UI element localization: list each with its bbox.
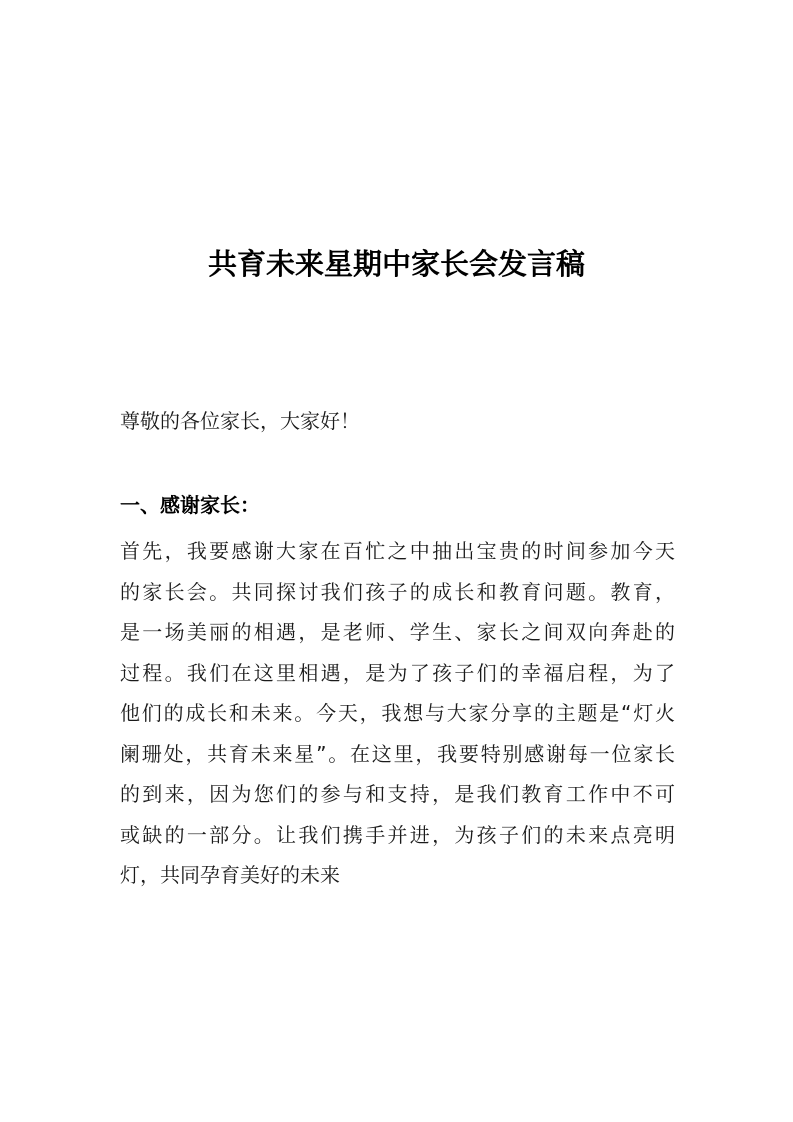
paragraph-line: 或缺的一部分。让我们携手并进，为孩子们的未来点亮明 [120,822,675,847]
document-title: 共育未来星期中家长会发言稿 [207,247,585,281]
paragraph-line: 他们的成长和未来。今天，我想与大家分享的主题是“灯火 [120,701,675,725]
greeting-text: 尊敬的各位家长，大家好！ [120,409,360,433]
paragraph-line: 是一场美丽的相遇，是老师、学生、家长之间双向奔赴的 [120,620,675,644]
section-body-thanks [120,531,680,896]
paragraph-line: 的家长会。共同探讨我们孩子的成长和教育问题。教育， [120,579,675,604]
section-heading-thanks: 一、感谢家长： [120,493,260,517]
paragraph-line: 的到来，因为您们的参与和支持，是我们教育工作中不可 [120,782,675,806]
paragraph-line: 过程。我们在这里相遇，是为了孩子们的幸福启程，为了 [120,660,675,685]
paragraph-line: 阑珊处，共育未来星”。在这里，我要特别感谢每一位家长 [120,741,675,766]
paragraph-line: 灯，共同孕育美好的未来 [120,863,340,887]
paragraph-line: 首先，我要感谢大家在百忙之中抽出宝贵的时间参加今天 [120,539,675,563]
